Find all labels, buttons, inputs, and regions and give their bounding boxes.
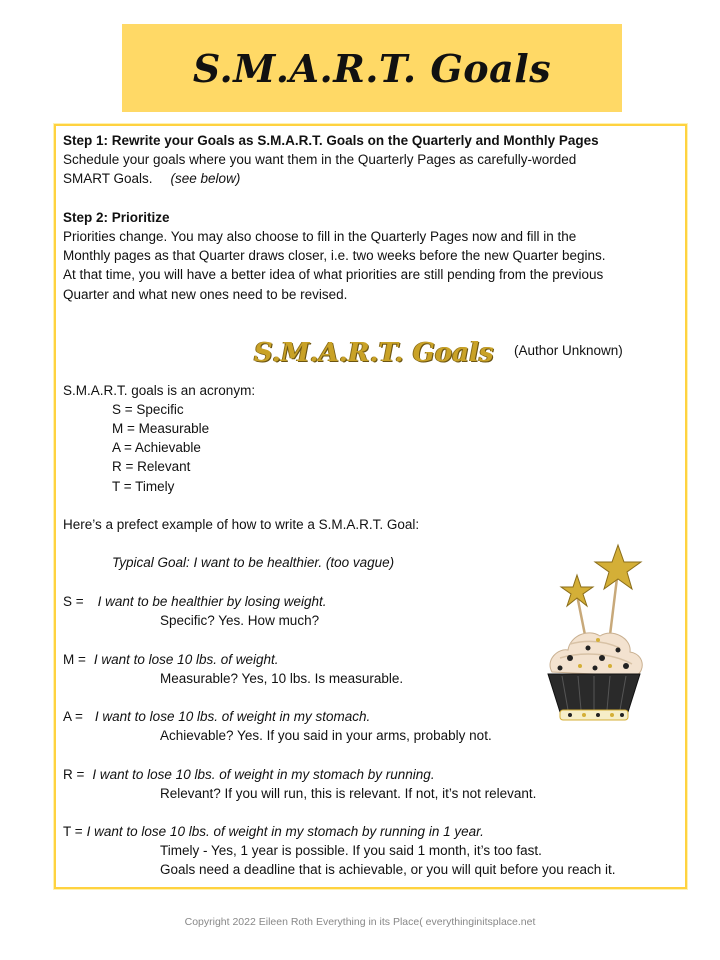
acronym-item-m: M = Measurable	[112, 421, 210, 436]
acronym-item-t: T = Timely	[112, 479, 175, 494]
example-label: R =	[63, 767, 85, 782]
cupcake-icon	[540, 540, 650, 725]
example-explanation: Measurable? Yes, 10 lbs. Is measurable.	[160, 671, 404, 686]
example-goal: I want to lose 10 lbs. of weight.	[93, 652, 279, 667]
example-label: S =	[63, 594, 84, 609]
smart-goals-logo: S.M.A.R.T. Goals	[254, 338, 494, 368]
acronym-intro: S.M.A.R.T. goals is an acronym:	[63, 383, 256, 398]
example-t	[63, 822, 484, 841]
step2-heading: Step 2: Prioritize	[63, 210, 170, 225]
step2-text-line: Quarter and what new ones need to be revised.	[63, 287, 348, 302]
step2-text-line: Monthly pages as that Quarter draws closer, i.e. two weeks before the new Quarter begins.	[63, 248, 606, 263]
example-intro: Here’s a prefect example of how to write a S.M.A.R.T. Goal:	[63, 517, 420, 532]
author-credit: (Author Unknown)	[514, 343, 623, 358]
example-label: A =	[63, 709, 83, 724]
example-explanation: Goals need a deadline that is achievable, or you will quit before you reach it.	[160, 862, 616, 877]
example-explanation: Specific? Yes. How much?	[160, 613, 320, 628]
example-label: M =	[63, 652, 86, 667]
example-goal: I want to lose 10 lbs. of weight in my stomach by running.	[92, 767, 435, 782]
example-goal: I want to lose 10 lbs. of weight in my stomach by running in 1 year.	[86, 824, 484, 839]
example-r	[63, 765, 435, 784]
example-goal: I want to lose 10 lbs. of weight in my stomach.	[94, 709, 371, 724]
step1-text-line	[63, 169, 240, 188]
step1-smart-goals-text: SMART Goals.	[63, 171, 153, 186]
title-banner	[122, 24, 622, 112]
typical-goal: Typical Goal: I want to be healthier. (too vague)	[112, 555, 395, 570]
example-label: T =	[63, 824, 83, 839]
example-s	[63, 592, 327, 611]
example-m	[63, 650, 279, 669]
step2-text-line: At that time, you will have a better idea of what priorities are still pending from the previous	[63, 267, 604, 282]
acronym-item-r: R = Relevant	[112, 459, 191, 474]
page-title: S.M.A.R.T. Goals	[192, 45, 552, 91]
acronym-item-a: A = Achievable	[112, 440, 201, 455]
large-star-icon	[595, 545, 641, 589]
example-explanation: Timely - Yes, 1 year is possible. If you said 1 month, it’s too fast.	[160, 843, 542, 858]
example-explanation: Relevant? If you will run, this is relevant. If not, it’s not relevant.	[160, 786, 537, 801]
example-goal: I want to be healthier by losing weight.	[97, 594, 327, 609]
acronym-item-s: S = Specific	[112, 402, 184, 417]
step1-heading: Step 1: Rewrite your Goals as S.M.A.R.T. Goals on the Quarterly and Monthly Pages	[63, 133, 599, 148]
step2-text-line: Priorities change. You may also choose to fill in the Quarterly Pages now and fill in the	[63, 229, 577, 244]
star-stick	[610, 578, 617, 635]
footer-copyright: Copyright 2022 Eileen Roth Everything in its Place( everythinginitsplace.net	[184, 916, 536, 928]
example-explanation: Achievable? Yes. If you said in your arms, probably not.	[160, 728, 492, 743]
step1-text-line: Schedule your goals where you want them in the Quarterly Pages as carefully-worded	[63, 152, 577, 167]
example-a	[63, 707, 370, 726]
step1-note: (see below)	[170, 171, 241, 186]
